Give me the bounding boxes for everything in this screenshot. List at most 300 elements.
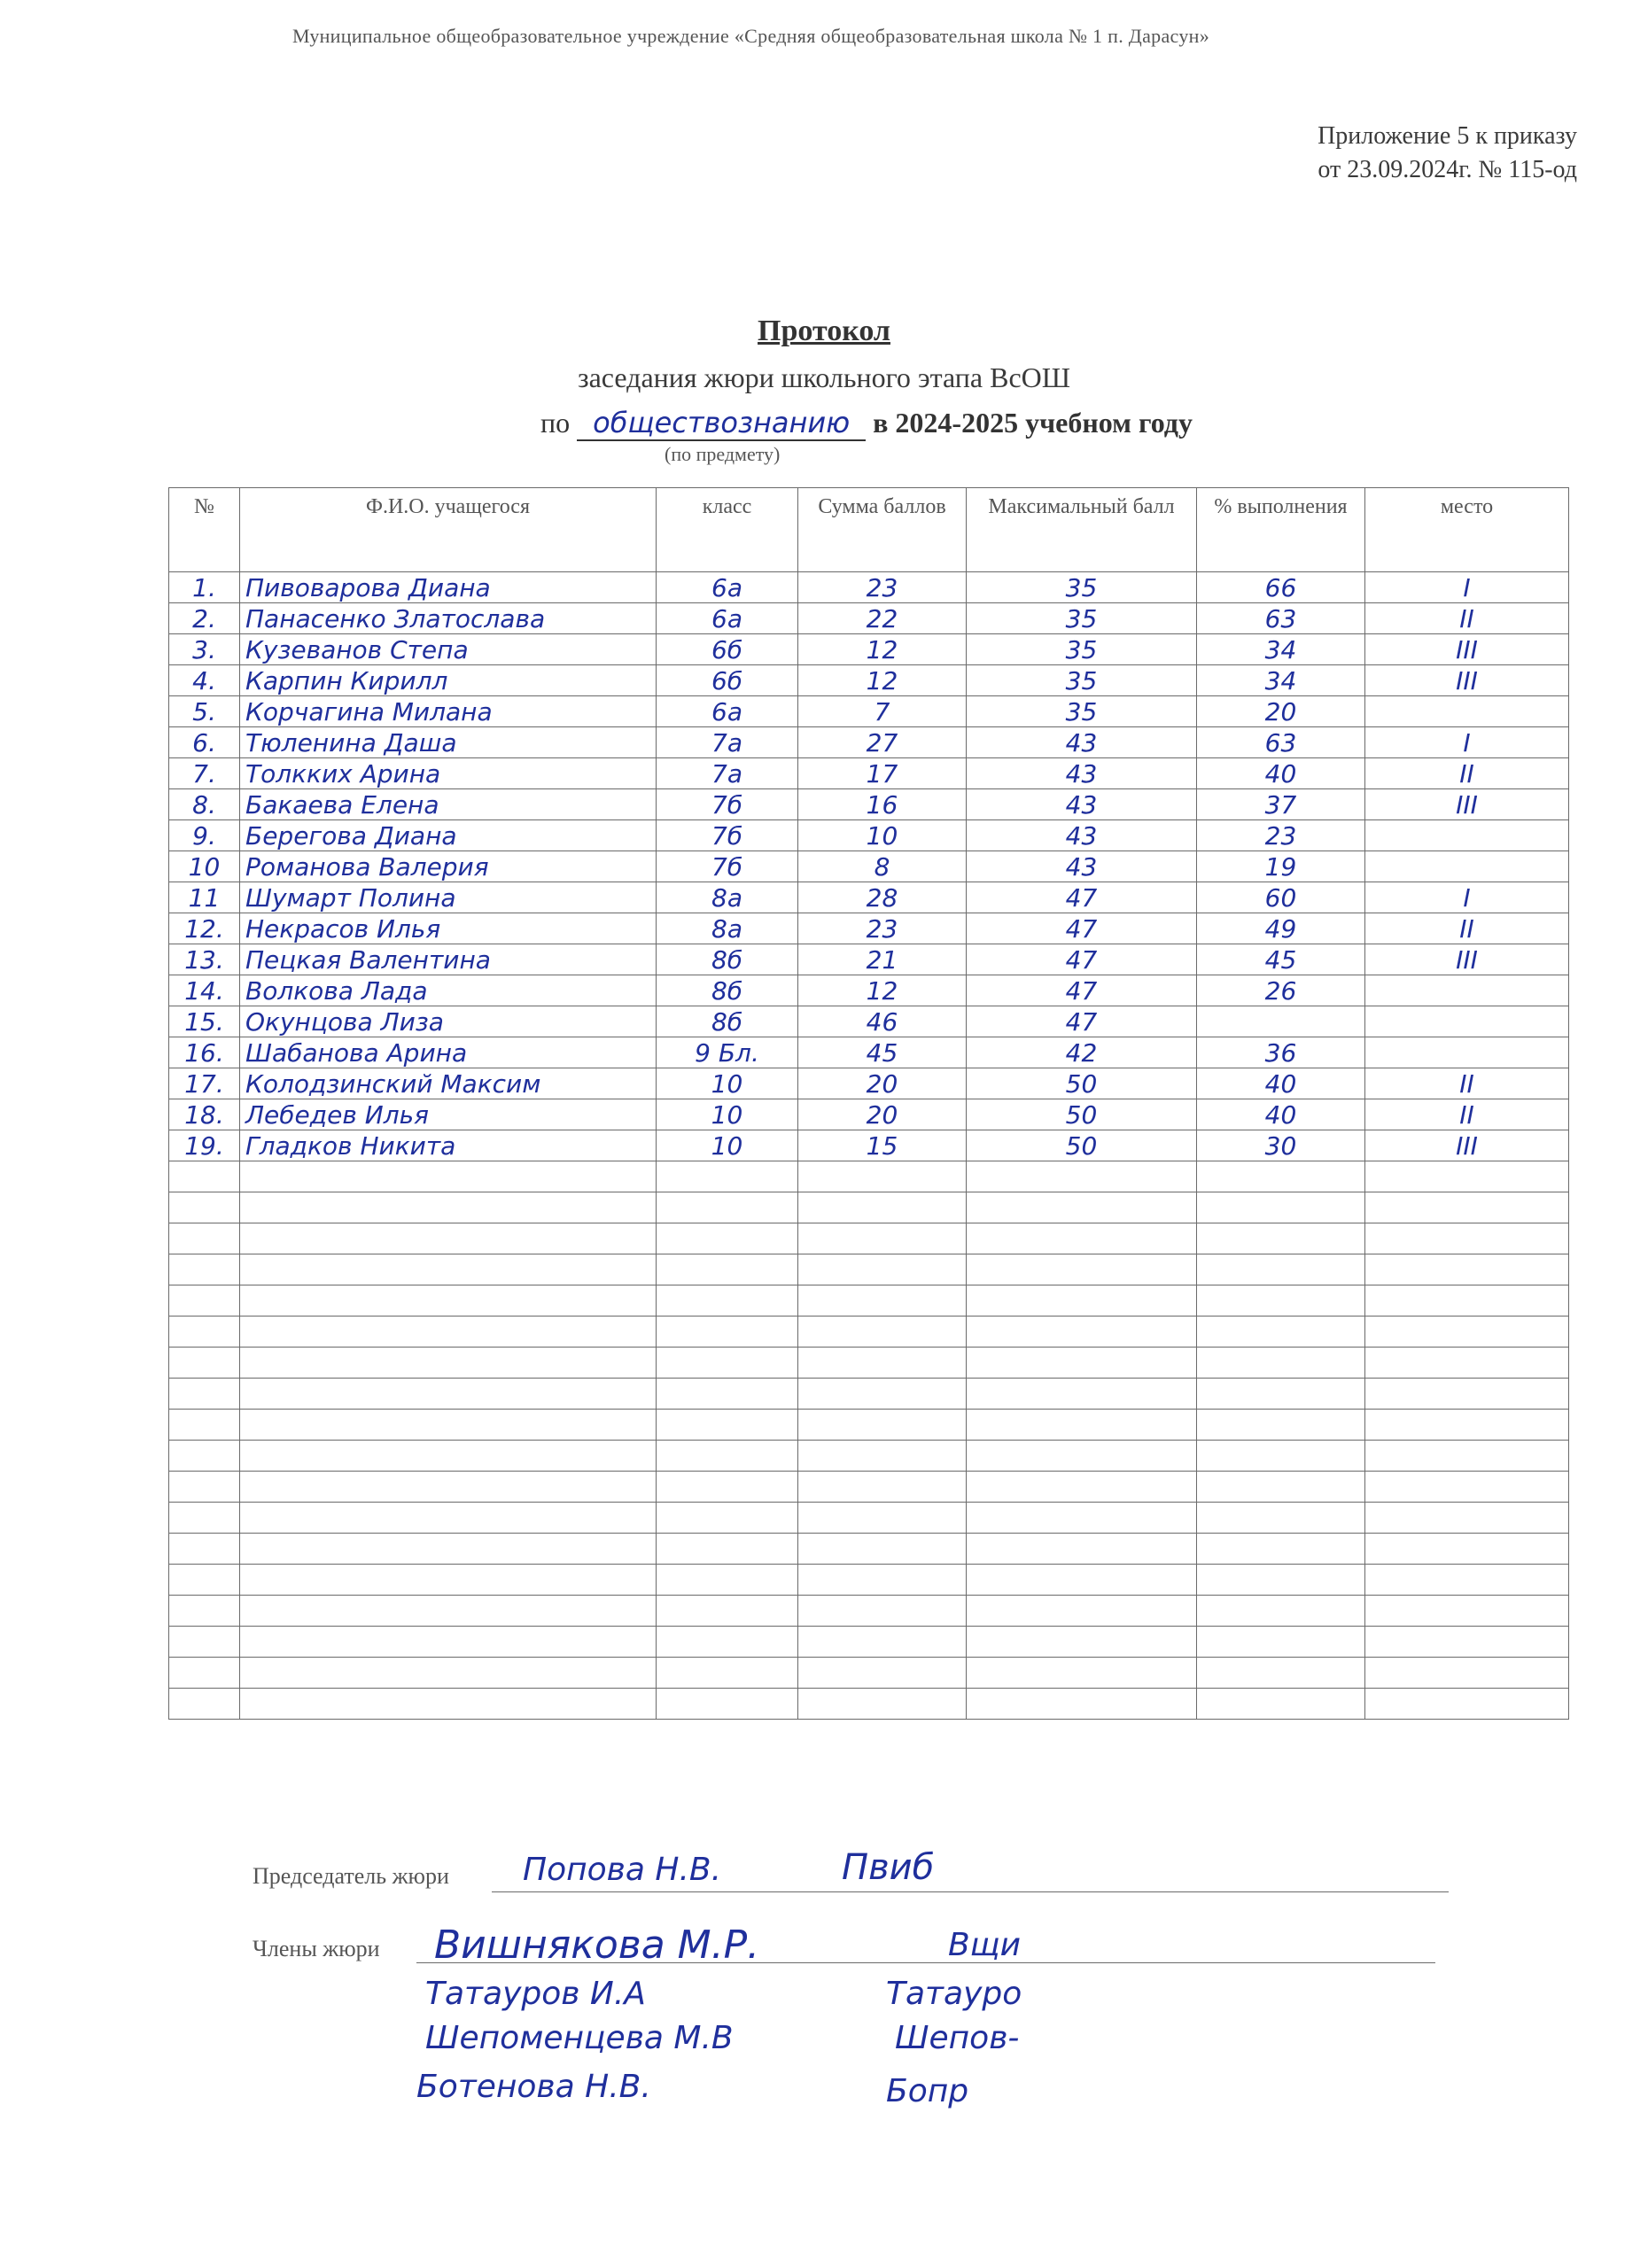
percent-complete: 40	[1197, 1068, 1365, 1099]
max-score: 42	[967, 1037, 1197, 1068]
student-name: Толкких Арина	[240, 758, 657, 789]
place: I	[1365, 572, 1569, 603]
header-place: место	[1365, 488, 1569, 572]
empty-cell	[967, 1317, 1197, 1348]
empty-cell	[657, 1192, 798, 1223]
max-score: 35	[967, 572, 1197, 603]
empty-cell	[657, 1285, 798, 1317]
empty-cell	[798, 1658, 967, 1689]
max-score: 43	[967, 758, 1197, 789]
empty-cell	[967, 1689, 1197, 1720]
max-score: 50	[967, 1099, 1197, 1130]
table-row	[169, 603, 1569, 634]
row-number: 19.	[169, 1130, 240, 1161]
row-number: 18.	[169, 1099, 240, 1130]
student-class: 8б	[657, 1006, 798, 1037]
empty-table-row	[169, 1472, 1569, 1503]
percent-complete: 34	[1197, 634, 1365, 665]
empty-cell	[1365, 1689, 1569, 1720]
max-score: 47	[967, 882, 1197, 913]
student-class: 6а	[657, 572, 798, 603]
empty-cell	[240, 1503, 657, 1534]
empty-cell	[240, 1317, 657, 1348]
max-score: 47	[967, 913, 1197, 944]
empty-cell	[1197, 1534, 1365, 1565]
place	[1365, 696, 1569, 727]
student-name: Карпин Кирилл	[240, 665, 657, 696]
score-sum: 46	[798, 1006, 967, 1037]
empty-cell	[1197, 1254, 1365, 1285]
table-row	[169, 1068, 1569, 1099]
table-row	[169, 634, 1569, 665]
header-number: №	[169, 488, 240, 572]
student-class: 6а	[657, 603, 798, 634]
place: III	[1365, 789, 1569, 820]
subject-line	[540, 406, 1193, 439]
empty-cell	[240, 1627, 657, 1658]
empty-cell	[169, 1410, 240, 1441]
student-name: Колодзинский Максим	[240, 1068, 657, 1099]
place	[1365, 820, 1569, 851]
empty-cell	[967, 1441, 1197, 1472]
student-name: Панасенко Златослава	[240, 603, 657, 634]
empty-cell	[1365, 1565, 1569, 1596]
percent-complete	[1197, 1006, 1365, 1037]
max-score: 35	[967, 603, 1197, 634]
place	[1365, 1006, 1569, 1037]
percent-complete: 23	[1197, 820, 1365, 851]
student-name: Пивоварова Диана	[240, 572, 657, 603]
student-class: 10	[657, 1099, 798, 1130]
empty-table-row	[169, 1689, 1569, 1720]
empty-cell	[798, 1534, 967, 1565]
student-class: 10	[657, 1130, 798, 1161]
student-name: Некрасов Илья	[240, 913, 657, 944]
empty-cell	[1197, 1441, 1365, 1472]
place: I	[1365, 882, 1569, 913]
empty-table-row	[169, 1379, 1569, 1410]
student-class: 6а	[657, 696, 798, 727]
place	[1365, 1037, 1569, 1068]
table-header-row	[169, 488, 1569, 572]
row-number: 3.	[169, 634, 240, 665]
empty-cell	[967, 1192, 1197, 1223]
score-sum: 8	[798, 851, 967, 882]
max-score: 43	[967, 727, 1197, 758]
empty-cell	[798, 1689, 967, 1720]
empty-cell	[967, 1565, 1197, 1596]
percent-complete: 63	[1197, 727, 1365, 758]
empty-cell	[798, 1348, 967, 1379]
percent-complete: 20	[1197, 696, 1365, 727]
empty-cell	[657, 1379, 798, 1410]
empty-cell	[657, 1410, 798, 1441]
empty-cell	[240, 1379, 657, 1410]
row-number: 16.	[169, 1037, 240, 1068]
percent-complete: 40	[1197, 758, 1365, 789]
max-score: 35	[967, 665, 1197, 696]
chair-signature-line	[492, 1891, 1449, 1892]
row-number: 10	[169, 851, 240, 882]
student-class: 8б	[657, 944, 798, 975]
empty-cell	[169, 1223, 240, 1254]
percent-complete: 37	[1197, 789, 1365, 820]
percent-complete: 30	[1197, 1130, 1365, 1161]
empty-cell	[1365, 1223, 1569, 1254]
student-class: 7б	[657, 851, 798, 882]
place	[1365, 975, 1569, 1006]
empty-cell	[240, 1689, 657, 1720]
empty-cell	[1365, 1658, 1569, 1689]
empty-cell	[169, 1658, 240, 1689]
student-class: 8а	[657, 882, 798, 913]
score-sum: 15	[798, 1130, 967, 1161]
student-name: Романова Валерия	[240, 851, 657, 882]
student-name: Берегова Диана	[240, 820, 657, 851]
empty-cell	[967, 1223, 1197, 1254]
student-name: Тюленина Даша	[240, 727, 657, 758]
subject-note: (по предмету)	[665, 443, 781, 465]
row-number: 2.	[169, 603, 240, 634]
student-name: Шабанова Арина	[240, 1037, 657, 1068]
member-sign-1: Вщи	[948, 1927, 1022, 1963]
chair-label: Председатель жюри	[253, 1863, 449, 1889]
appendix-block	[1318, 120, 1577, 187]
table-body	[169, 572, 1569, 1720]
member-name-1: Вишнякова М.Р.	[434, 1922, 760, 1968]
empty-cell	[1365, 1379, 1569, 1410]
student-name: Шумарт Полина	[240, 882, 657, 913]
empty-cell	[240, 1348, 657, 1379]
score-sum: 7	[798, 696, 967, 727]
empty-cell	[967, 1503, 1197, 1534]
member-sign-3: Шепов-	[895, 2020, 1020, 2056]
empty-table-row	[169, 1317, 1569, 1348]
empty-cell	[169, 1348, 240, 1379]
max-score: 50	[967, 1068, 1197, 1099]
header-percent: % выполнения	[1197, 488, 1365, 572]
score-sum: 23	[798, 913, 967, 944]
row-number: 4.	[169, 665, 240, 696]
empty-cell	[169, 1285, 240, 1317]
student-name: Корчагина Милана	[240, 696, 657, 727]
chair-signature: Пвиб	[842, 1847, 935, 1888]
student-class: 8б	[657, 975, 798, 1006]
percent-complete: 34	[1197, 665, 1365, 696]
empty-cell	[798, 1223, 967, 1254]
place: II	[1365, 1068, 1569, 1099]
empty-cell	[1365, 1192, 1569, 1223]
empty-cell	[657, 1223, 798, 1254]
empty-cell	[657, 1565, 798, 1596]
percent-complete: 36	[1197, 1037, 1365, 1068]
row-number: 12.	[169, 913, 240, 944]
table-row	[169, 851, 1569, 882]
empty-cell	[1197, 1192, 1365, 1223]
empty-cell	[169, 1317, 240, 1348]
empty-table-row	[169, 1596, 1569, 1627]
empty-table-row	[169, 1565, 1569, 1596]
percent-complete: 66	[1197, 572, 1365, 603]
empty-cell	[169, 1627, 240, 1658]
empty-cell	[240, 1596, 657, 1627]
empty-cell	[798, 1596, 967, 1627]
empty-table-row	[169, 1627, 1569, 1658]
empty-cell	[240, 1658, 657, 1689]
place: III	[1365, 1130, 1569, 1161]
member-name-2: Татауров И.А	[425, 1976, 646, 2012]
score-sum: 12	[798, 634, 967, 665]
empty-cell	[169, 1379, 240, 1410]
empty-cell	[1365, 1348, 1569, 1379]
subject-prefix: по	[540, 407, 571, 439]
empty-cell	[798, 1503, 967, 1534]
empty-cell	[967, 1285, 1197, 1317]
empty-cell	[1197, 1285, 1365, 1317]
empty-cell	[169, 1161, 240, 1192]
empty-cell	[657, 1658, 798, 1689]
score-sum: 12	[798, 665, 967, 696]
row-number: 15.	[169, 1006, 240, 1037]
score-sum: 20	[798, 1068, 967, 1099]
empty-cell	[1365, 1317, 1569, 1348]
member-name-4: Ботенова Н.В.	[416, 2069, 651, 2105]
empty-cell	[798, 1379, 967, 1410]
empty-cell	[240, 1192, 657, 1223]
empty-cell	[240, 1472, 657, 1503]
score-sum: 12	[798, 975, 967, 1006]
table-row	[169, 572, 1569, 603]
document-title: Протокол	[758, 315, 890, 347]
empty-cell	[240, 1565, 657, 1596]
row-number: 14.	[169, 975, 240, 1006]
empty-cell	[657, 1441, 798, 1472]
percent-complete: 60	[1197, 882, 1365, 913]
place: II	[1365, 1099, 1569, 1130]
max-score: 50	[967, 1130, 1197, 1161]
empty-cell	[967, 1410, 1197, 1441]
empty-cell	[657, 1317, 798, 1348]
empty-cell	[657, 1472, 798, 1503]
empty-table-row	[169, 1348, 1569, 1379]
empty-cell	[798, 1254, 967, 1285]
empty-cell	[657, 1689, 798, 1720]
member-sign-2: Татауро	[886, 1976, 1022, 2012]
empty-cell	[1197, 1348, 1365, 1379]
empty-cell	[657, 1503, 798, 1534]
student-class: 7б	[657, 820, 798, 851]
institution-name: Муниципальное общеобразовательное учреждение «Средняя общеобразовательная школа № 1 п. Дарасун»	[292, 25, 1209, 47]
table-row	[169, 727, 1569, 758]
student-name: Волкова Лада	[240, 975, 657, 1006]
empty-cell	[967, 1658, 1197, 1689]
percent-complete: 26	[1197, 975, 1365, 1006]
empty-cell	[240, 1285, 657, 1317]
max-score: 47	[967, 975, 1197, 1006]
empty-cell	[967, 1534, 1197, 1565]
empty-cell	[1365, 1472, 1569, 1503]
empty-cell	[1197, 1627, 1365, 1658]
score-sum: 21	[798, 944, 967, 975]
score-sum: 28	[798, 882, 967, 913]
empty-cell	[169, 1254, 240, 1285]
student-class: 10	[657, 1068, 798, 1099]
empty-cell	[240, 1254, 657, 1285]
empty-cell	[1365, 1534, 1569, 1565]
max-score: 35	[967, 634, 1197, 665]
student-class: 8а	[657, 913, 798, 944]
empty-cell	[798, 1441, 967, 1472]
max-score: 35	[967, 696, 1197, 727]
results-table	[168, 487, 1569, 1720]
table-row	[169, 665, 1569, 696]
empty-cell	[798, 1410, 967, 1441]
score-sum: 10	[798, 820, 967, 851]
place: I	[1365, 727, 1569, 758]
empty-cell	[169, 1596, 240, 1627]
table-row	[169, 913, 1569, 944]
document-subtitle: заседания жюри школьного этапа ВсОШ	[577, 361, 1071, 393]
empty-cell	[1365, 1503, 1569, 1534]
empty-cell	[798, 1161, 967, 1192]
row-number: 1.	[169, 572, 240, 603]
member-sign-4: Бопр	[886, 2073, 969, 2109]
appendix-line-1: Приложение 5 к приказу	[1318, 122, 1577, 150]
student-name: Лебедев Илья	[240, 1099, 657, 1130]
empty-cell	[798, 1192, 967, 1223]
table-row	[169, 1099, 1569, 1130]
subject-suffix: в 2024-2025 учебном году	[873, 407, 1193, 439]
empty-cell	[798, 1285, 967, 1317]
empty-cell	[967, 1161, 1197, 1192]
empty-cell	[169, 1565, 240, 1596]
appendix-line-2: от 23.09.2024г. № 115-од	[1318, 156, 1577, 183]
empty-cell	[1197, 1317, 1365, 1348]
student-class: 7а	[657, 727, 798, 758]
empty-cell	[240, 1441, 657, 1472]
empty-cell	[967, 1596, 1197, 1627]
max-score: 43	[967, 851, 1197, 882]
empty-cell	[1365, 1254, 1569, 1285]
table-row	[169, 944, 1569, 975]
empty-cell	[169, 1192, 240, 1223]
place	[1365, 851, 1569, 882]
empty-table-row	[169, 1441, 1569, 1472]
empty-cell	[967, 1254, 1197, 1285]
student-name: Кузеванов Степа	[240, 634, 657, 665]
members-label: Члены жюри	[253, 1936, 380, 1961]
score-sum: 22	[798, 603, 967, 634]
empty-cell	[798, 1317, 967, 1348]
max-score: 47	[967, 1006, 1197, 1037]
header-max: Максимальный балл	[967, 488, 1197, 572]
student-name: Гладков Никита	[240, 1130, 657, 1161]
row-number: 8.	[169, 789, 240, 820]
empty-table-row	[169, 1534, 1569, 1565]
table-row	[169, 758, 1569, 789]
empty-cell	[169, 1441, 240, 1472]
percent-complete: 63	[1197, 603, 1365, 634]
empty-cell	[1197, 1379, 1365, 1410]
empty-cell	[657, 1254, 798, 1285]
student-class: 7б	[657, 789, 798, 820]
empty-cell	[169, 1534, 240, 1565]
empty-cell	[240, 1534, 657, 1565]
empty-cell	[967, 1472, 1197, 1503]
empty-cell	[798, 1565, 967, 1596]
member-name-3: Шепоменцева М.В	[425, 2020, 734, 2056]
empty-cell	[967, 1379, 1197, 1410]
max-score: 47	[967, 944, 1197, 975]
chair-name: Попова Н.В.	[523, 1852, 722, 1888]
student-name: Окунцова Лиза	[240, 1006, 657, 1037]
empty-cell	[1197, 1503, 1365, 1534]
place: II	[1365, 913, 1569, 944]
row-number: 17.	[169, 1068, 240, 1099]
empty-cell	[657, 1534, 798, 1565]
empty-table-row	[169, 1658, 1569, 1689]
empty-cell	[169, 1689, 240, 1720]
row-number: 5.	[169, 696, 240, 727]
score-sum: 20	[798, 1099, 967, 1130]
empty-cell	[657, 1627, 798, 1658]
empty-table-row	[169, 1223, 1569, 1254]
score-sum: 16	[798, 789, 967, 820]
table-row	[169, 820, 1569, 851]
max-score: 43	[967, 820, 1197, 851]
student-class: 6б	[657, 665, 798, 696]
percent-complete: 19	[1197, 851, 1365, 882]
empty-table-row	[169, 1503, 1569, 1534]
empty-cell	[967, 1348, 1197, 1379]
subject-value: обществознанию	[577, 406, 866, 441]
table-row	[169, 1006, 1569, 1037]
empty-cell	[1197, 1565, 1365, 1596]
empty-table-row	[169, 1410, 1569, 1441]
empty-cell	[1365, 1161, 1569, 1192]
student-name: Пецкая Валентина	[240, 944, 657, 975]
place: II	[1365, 758, 1569, 789]
table-row	[169, 975, 1569, 1006]
empty-cell	[1365, 1441, 1569, 1472]
empty-cell	[967, 1627, 1197, 1658]
empty-cell	[1197, 1223, 1365, 1254]
score-sum: 45	[798, 1037, 967, 1068]
empty-cell	[1365, 1410, 1569, 1441]
empty-cell	[1197, 1689, 1365, 1720]
empty-cell	[1197, 1658, 1365, 1689]
empty-cell	[657, 1161, 798, 1192]
row-number: 9.	[169, 820, 240, 851]
student-class: 7а	[657, 758, 798, 789]
empty-table-row	[169, 1161, 1569, 1192]
score-sum: 23	[798, 572, 967, 603]
empty-cell	[1365, 1627, 1569, 1658]
empty-table-row	[169, 1254, 1569, 1285]
empty-cell	[240, 1410, 657, 1441]
percent-complete: 40	[1197, 1099, 1365, 1130]
score-sum: 27	[798, 727, 967, 758]
empty-cell	[657, 1348, 798, 1379]
empty-cell	[798, 1472, 967, 1503]
empty-cell	[1365, 1596, 1569, 1627]
table-row	[169, 696, 1569, 727]
empty-cell	[240, 1161, 657, 1192]
place: III	[1365, 665, 1569, 696]
row-number: 7.	[169, 758, 240, 789]
student-class: 6б	[657, 634, 798, 665]
table-row	[169, 1037, 1569, 1068]
